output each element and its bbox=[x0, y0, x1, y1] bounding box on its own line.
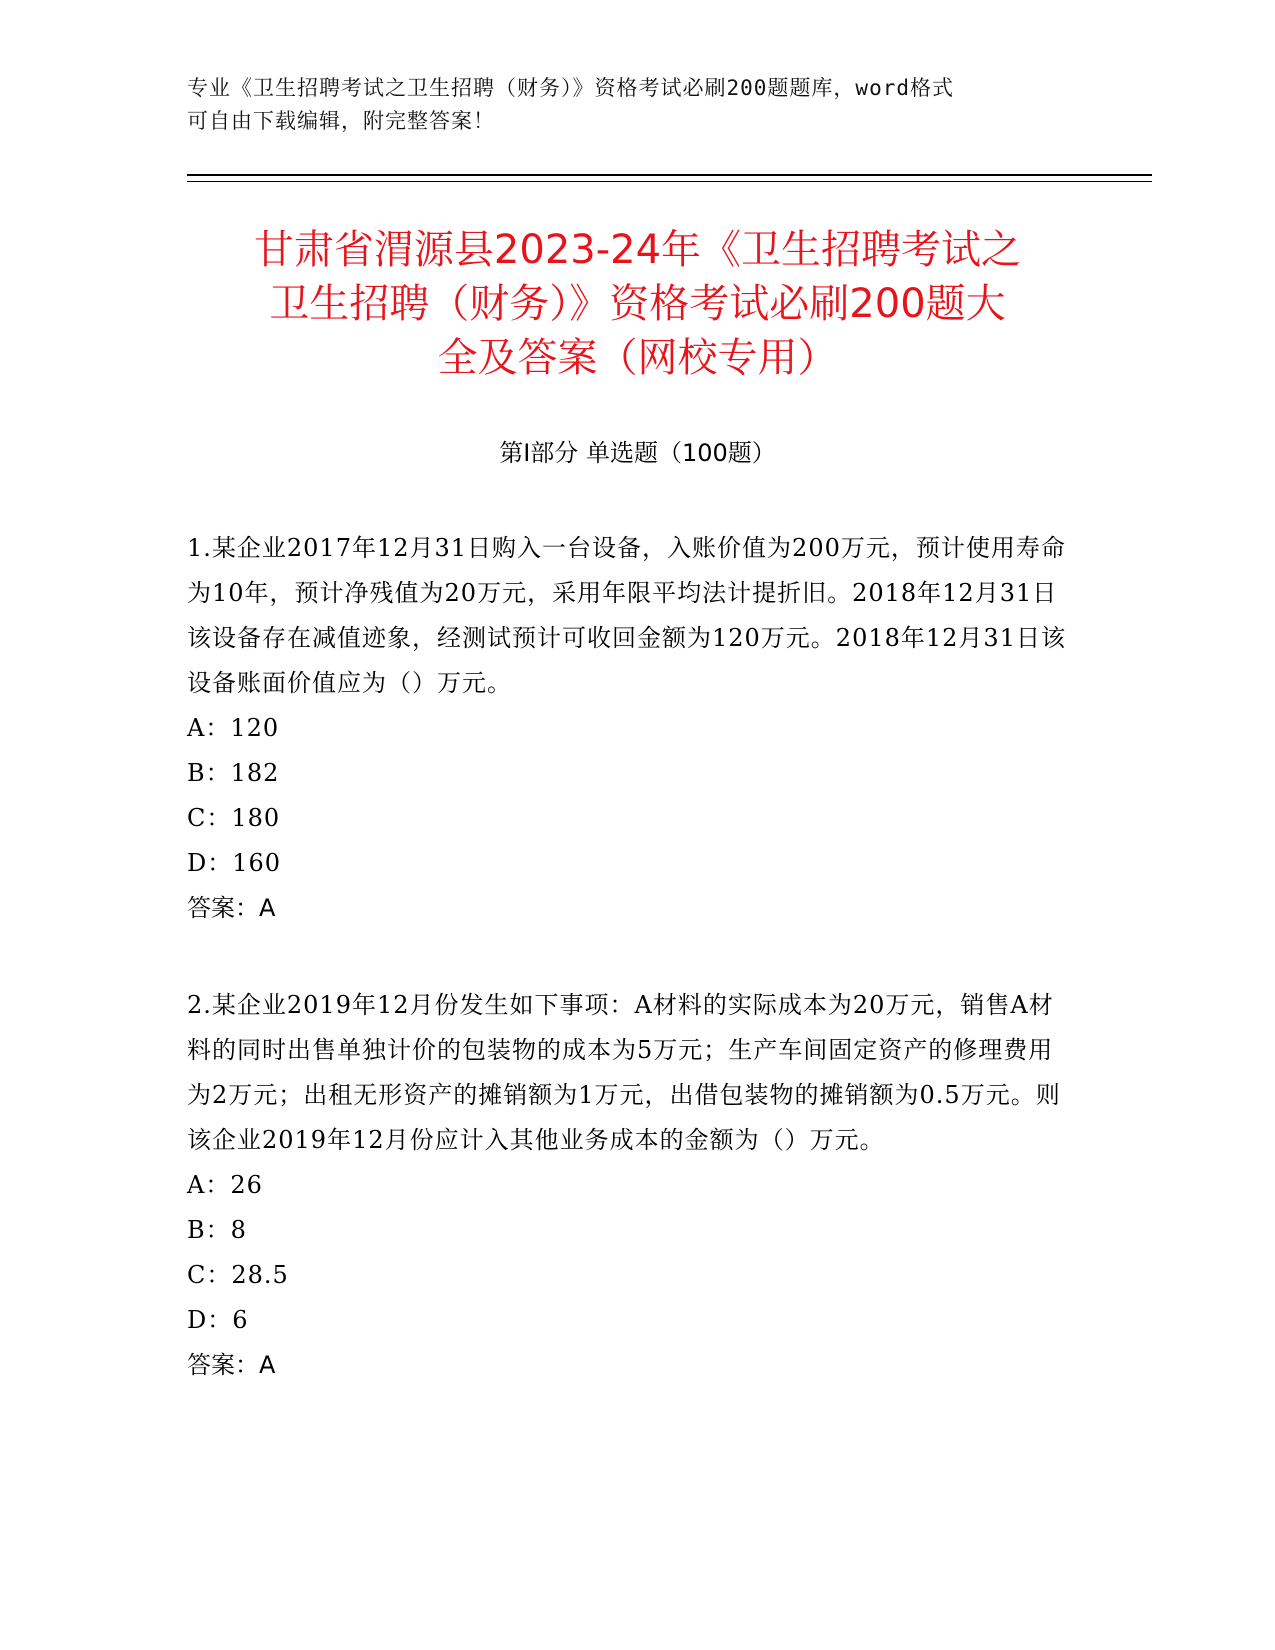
answer: 答案：A bbox=[187, 894, 276, 922]
option-c: C：28.5 bbox=[187, 1261, 289, 1289]
header-note-line-2: 可自由下载编辑，附完整答案！ bbox=[187, 109, 495, 133]
question-1 bbox=[187, 526, 1067, 931]
option-b: B：182 bbox=[187, 759, 280, 787]
answer: 答案：A bbox=[187, 1351, 276, 1379]
section-title: 第Ⅰ部分 单选题（100题） bbox=[499, 439, 776, 467]
option-c: C：180 bbox=[187, 804, 281, 832]
header-note bbox=[187, 72, 1067, 138]
option-b: B：8 bbox=[187, 1216, 247, 1244]
option-a: A：26 bbox=[187, 1171, 263, 1199]
document-title bbox=[150, 223, 1125, 385]
question-stem: 1.某企业2017年12月31日购入一台设备，入账价值为200万元，预计使用寿命为10年，预计净残值为20万元，采用年限平均法计提折旧。2018年12月31日该设备存在减值迹象，经测试预计可收回金额为120万元。2018年12月31日该设备账面价值应为（）万元。 bbox=[187, 534, 1066, 697]
document-title-line-1: 甘肃省渭源县2023-24年《卫生招聘考试之 bbox=[253, 227, 1022, 273]
header-divider-thick bbox=[187, 174, 1152, 176]
option-d: D：6 bbox=[187, 1306, 249, 1334]
option-d: D：160 bbox=[187, 849, 282, 877]
header-divider-thin bbox=[187, 181, 1152, 182]
question-2 bbox=[187, 983, 1067, 1388]
question-stem: 2.某企业2019年12月份发生如下事项：A材料的实际成本为20万元，销售A材料的同时出售单独计价的包装物的成本为5万元；生产车间固定资产的修理费用为2万元；出租无形资产的摊销额为1万元，出借包装物的摊销额为0.5万元。则该企业2019年12月份应计入其他业务成本的金额为（）万元。 bbox=[187, 991, 1061, 1154]
header-note-line-1: 专业《卫生招聘考试之卫生招聘（财务）》资格考试必刷200题题库，word格式 bbox=[187, 76, 954, 100]
document-title-line-2: 卫生招聘（财务）》资格考试必刷200题大 bbox=[269, 281, 1006, 327]
document-title-line-3: 全及答案（网校专用） bbox=[437, 335, 838, 381]
option-a: A：120 bbox=[187, 714, 280, 742]
